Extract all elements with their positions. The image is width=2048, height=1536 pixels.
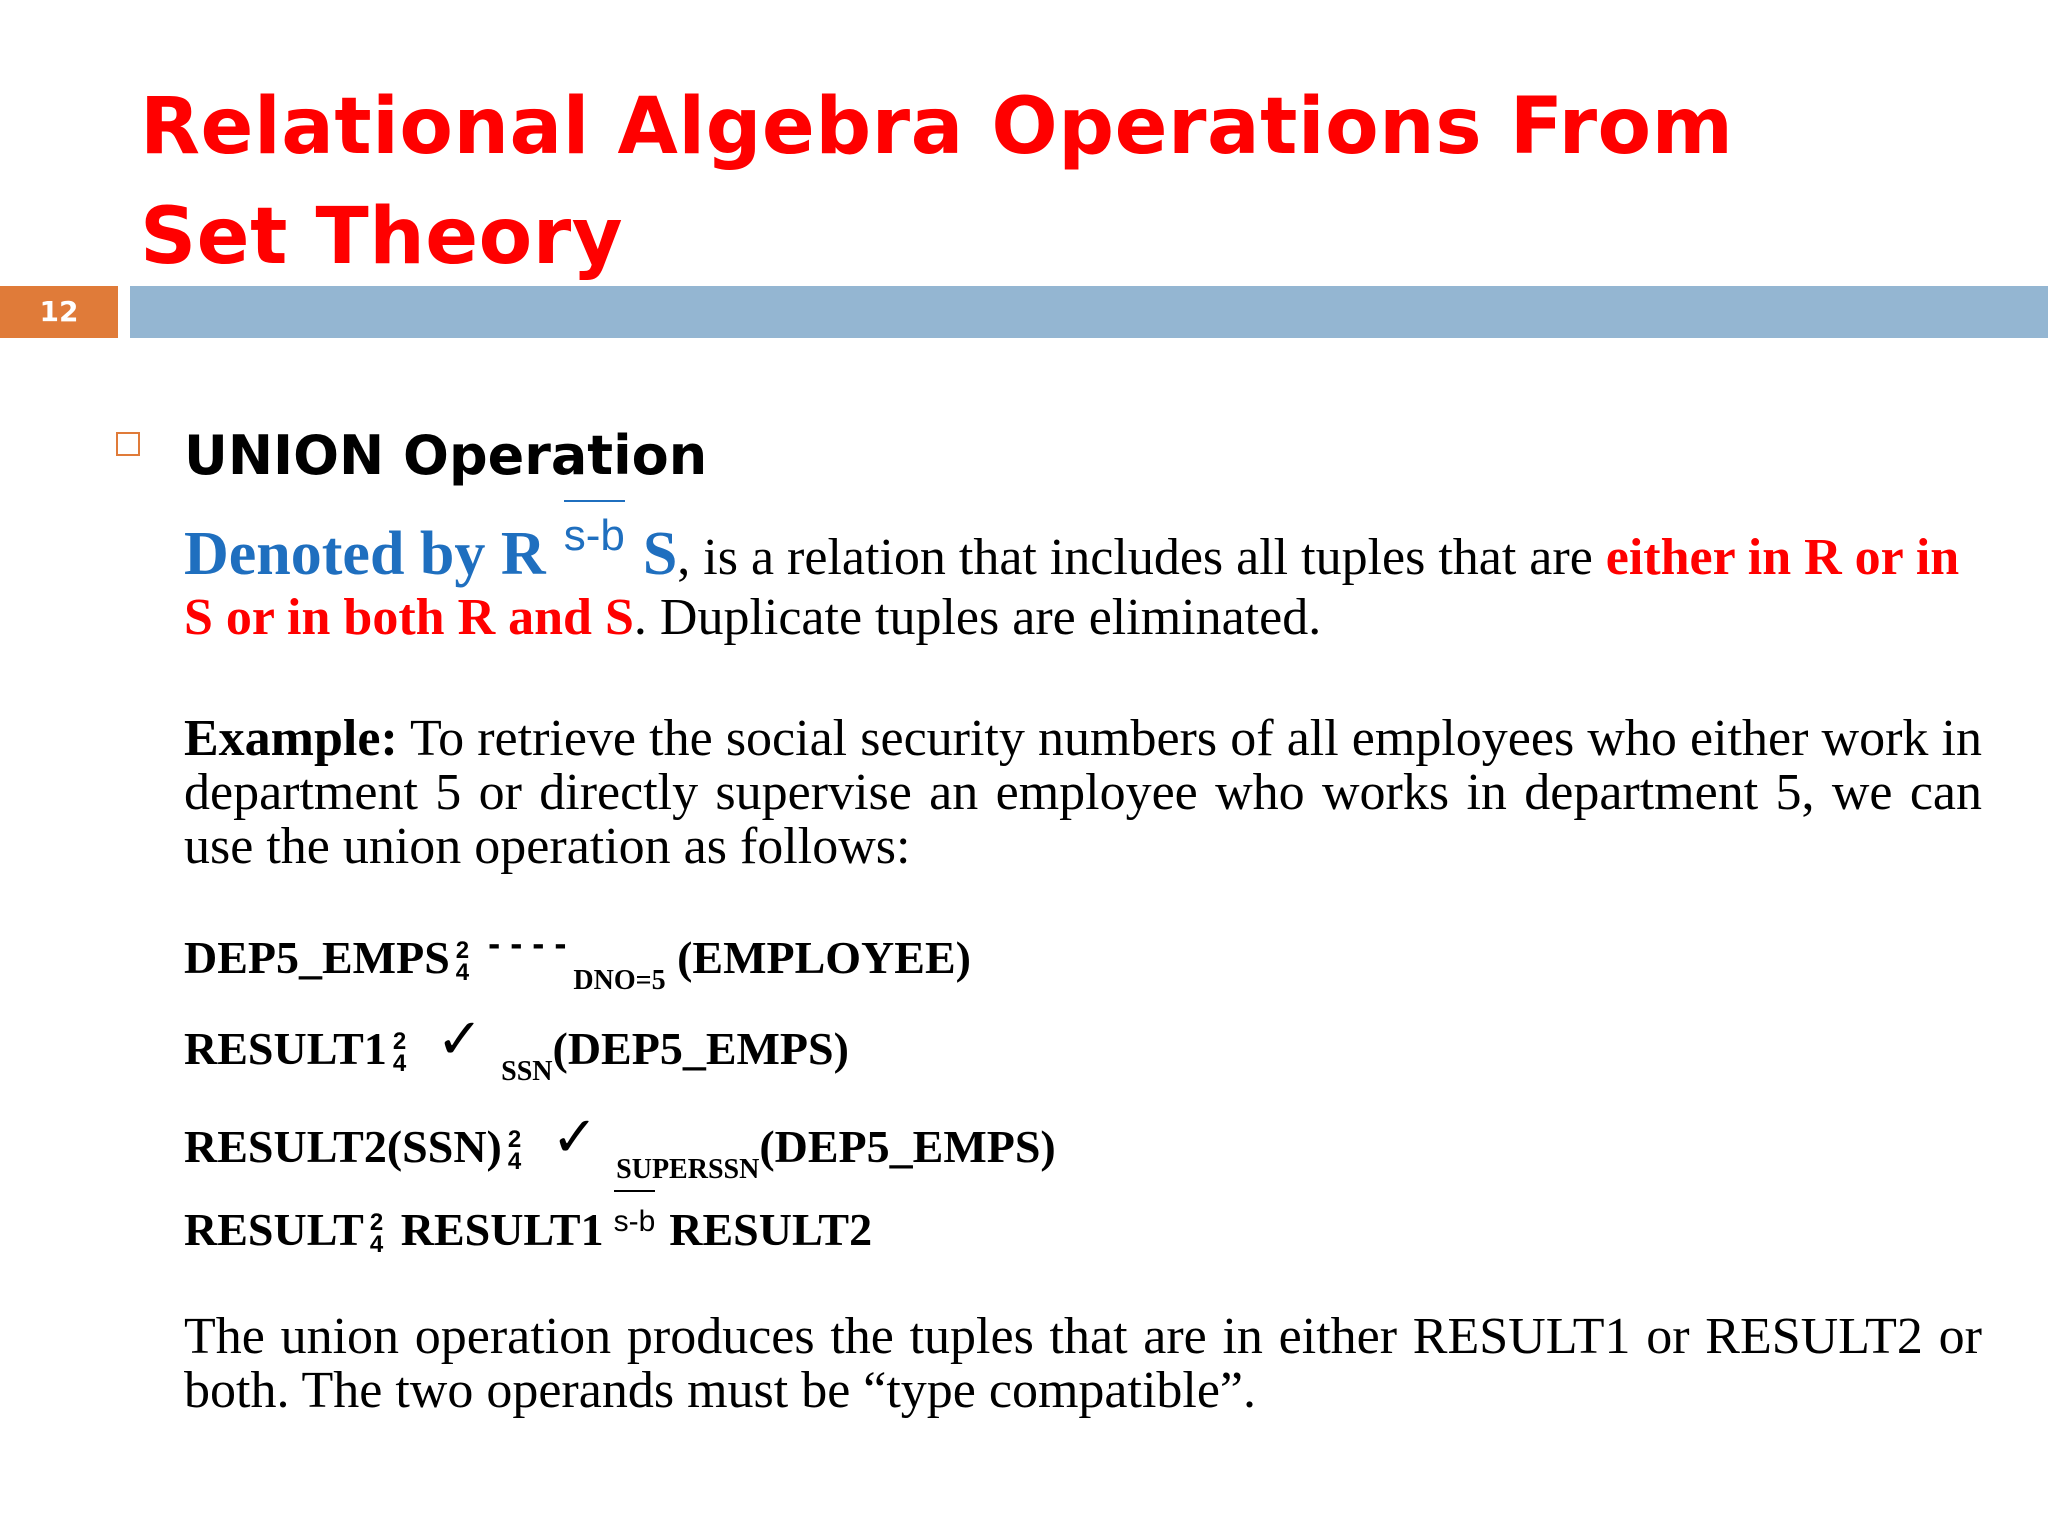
expr4-frac-top: 2 (369, 1209, 384, 1237)
expr2-lhs: RESULT1 (184, 1023, 387, 1074)
definition-text-2: . Duplicate tuples are eliminated. (633, 589, 1322, 646)
assignment-glyph (392, 1028, 407, 1078)
expression-result1 (184, 1007, 849, 1102)
example-label: Example: (184, 710, 398, 767)
expr1-frac-bottom: 4 (455, 959, 470, 987)
expr4-rhs: RESULT2 (669, 1204, 873, 1255)
expr4-lhs: RESULT (184, 1204, 364, 1255)
section-heading: UNION Operation (184, 424, 708, 487)
denoted-by-label: Denoted by R (184, 520, 546, 588)
expr4-mid: RESULT1 (389, 1204, 604, 1255)
square-bullet-icon (116, 432, 140, 456)
expr3-lhs: RESULT2(SSN) (184, 1121, 502, 1172)
expression-result2 (184, 1105, 1056, 1200)
expr2-frac-bottom: 4 (392, 1050, 407, 1078)
union-operator-symbol: s-b (614, 1190, 656, 1252)
union-operator-symbol: s-b (564, 500, 625, 566)
assignment-glyph (455, 937, 470, 987)
expr2-rhs: (DEP5_EMPS) (552, 1023, 849, 1074)
project-check-icon: ✓ (436, 1007, 484, 1072)
operand-s: S (642, 520, 678, 588)
select-operator-dashes: ---- (485, 928, 574, 963)
expr4-frac-bottom: 4 (369, 1231, 384, 1259)
project-check-icon: ✓ (551, 1105, 599, 1170)
slide-title-line-2: Set Theory (140, 192, 624, 282)
slide-title-line-1: Relational Algebra Operations From (140, 82, 1734, 172)
expr3-subscript: SUPERSSN (616, 1154, 760, 1185)
definition-highlight: either in R or in S or in both R and S (184, 529, 1960, 646)
example-text: To retrieve the social security numbers of all employees who either work in department 5 or directly supervise an employee who works in department 5, we can use the union operation as follows: (184, 710, 1982, 875)
expr3-frac-top: 2 (507, 1126, 522, 1154)
expr1-frac-top: 2 (455, 937, 470, 965)
expression-result-union (184, 1190, 872, 1260)
expr1-rhs: (EMPLOYEE) (665, 932, 971, 983)
expr3-rhs: (DEP5_EMPS) (759, 1121, 1056, 1172)
conclusion-paragraph: The union operation produces the tuples that are in either RESULT1 or RESULT2 or both. The two operands must be “type compatible”. (184, 1308, 1982, 1419)
assignment-glyph (369, 1209, 384, 1259)
title-divider-bar (130, 286, 2048, 338)
definition-text-1: , is a relation that includes all tuples that are (677, 529, 1606, 586)
expr3-frac-bottom: 4 (507, 1148, 522, 1176)
expr2-frac-top: 2 (392, 1028, 407, 1056)
example-paragraph (184, 712, 1982, 874)
expression-dep5-emps (184, 916, 971, 1011)
assignment-glyph (507, 1126, 522, 1176)
slide-title (140, 72, 1940, 292)
expr1-subscript: DNO=5 (573, 965, 666, 996)
expr1-lhs: DEP5_EMPS (184, 932, 450, 983)
union-definition (184, 500, 1984, 648)
slide-number: 12 (0, 286, 118, 338)
expr2-subscript: SSN (501, 1056, 553, 1087)
